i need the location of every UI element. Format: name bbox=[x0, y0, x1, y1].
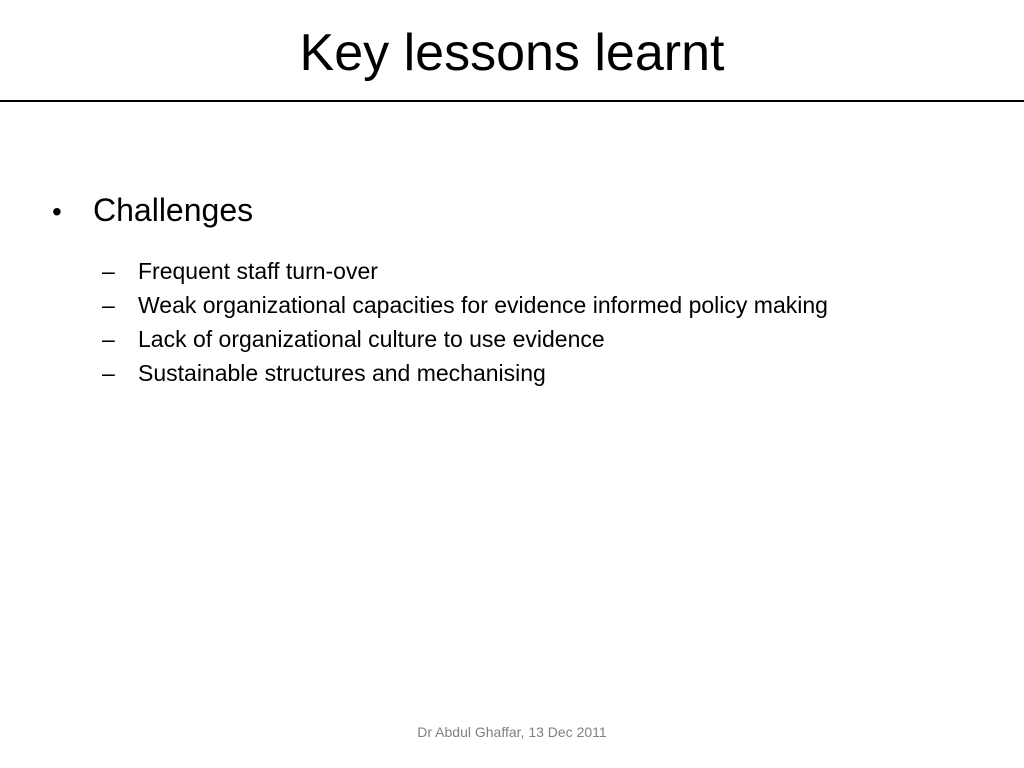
title-divider bbox=[0, 100, 1024, 102]
challenges-sub-list bbox=[52, 254, 992, 390]
sub-bullet-item bbox=[102, 322, 992, 356]
sub-bullet-text: Lack of organizational culture to use evidence bbox=[138, 326, 605, 352]
bullet-text: Challenges bbox=[93, 192, 254, 228]
sub-bullet-marker: – bbox=[102, 258, 115, 284]
bullet-marker: • bbox=[52, 196, 62, 227]
sub-bullet-marker: – bbox=[102, 292, 115, 318]
sub-bullet-item bbox=[102, 356, 992, 390]
sub-bullet-marker: – bbox=[102, 360, 115, 386]
sub-bullet-text: Sustainable structures and mechanising bbox=[138, 360, 546, 386]
slide-body bbox=[52, 188, 992, 390]
slide-footer: Dr Abdul Ghaffar, 13 Dec 2011 bbox=[417, 724, 607, 740]
slide-title: Key lessons learnt bbox=[299, 24, 725, 82]
sub-bullet-marker: – bbox=[102, 326, 115, 352]
sub-bullet-text: Weak organizational capacities for evidence informed policy making bbox=[138, 292, 828, 318]
sub-bullet-item bbox=[102, 288, 992, 322]
sub-bullet-text: Frequent staff turn-over bbox=[138, 258, 378, 284]
bullet-challenges bbox=[52, 188, 992, 234]
sub-bullet-item bbox=[102, 254, 992, 288]
